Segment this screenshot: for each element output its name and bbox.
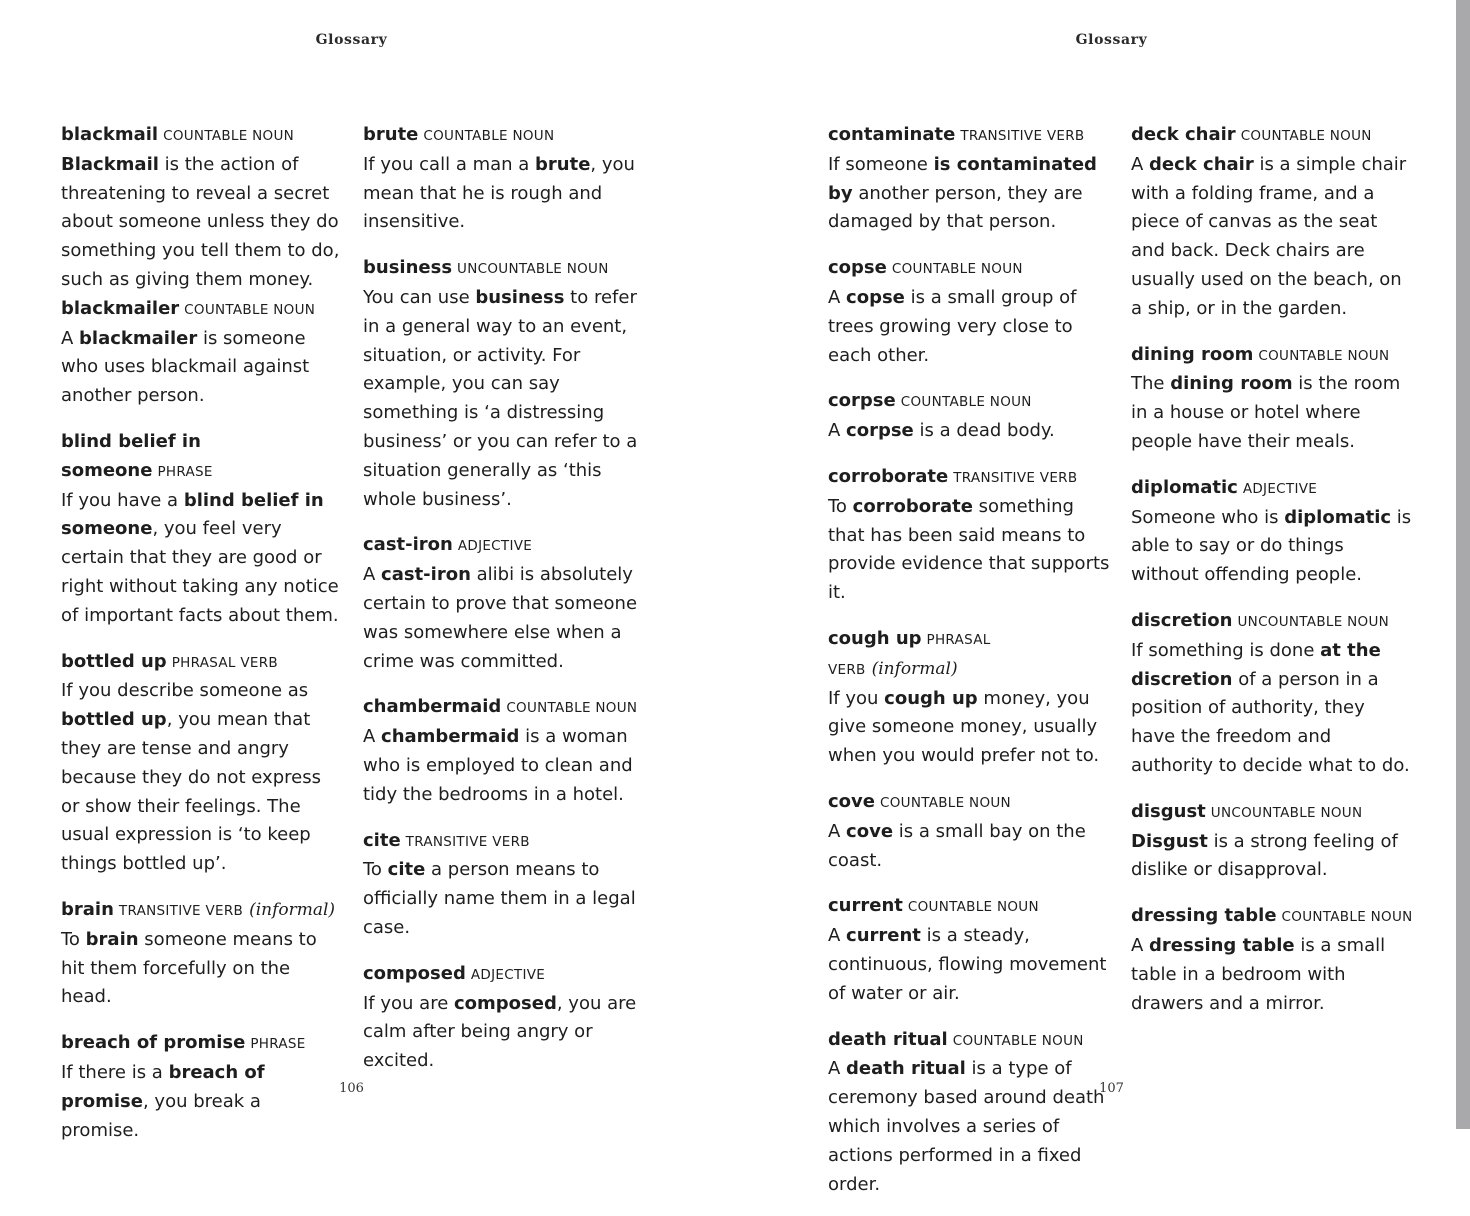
definition-term: cove	[846, 820, 894, 842]
part-of-speech: COUNTABLE NOUN	[907, 899, 1039, 916]
definition	[1131, 828, 1413, 886]
headword: brain	[61, 898, 114, 920]
definition-text: If you	[828, 687, 885, 709]
part-of-speech: COUNTABLE NOUN	[1281, 909, 1413, 926]
part-of-speech: TRANSITIVE VERB	[118, 902, 244, 919]
part-of-speech: TRANSITIVE VERB	[960, 128, 1085, 144]
part-of-speech: COUNTABLE NOUN	[891, 261, 1023, 278]
definition	[828, 493, 1110, 608]
entry-heading	[61, 648, 343, 678]
definition-text: , you feel very certain that they are good or right without taking any notice of important facts about them.	[61, 518, 339, 626]
glossary-entry	[61, 295, 343, 411]
definition	[363, 561, 645, 676]
part-of-speech: COUNTABLE NOUN	[1240, 128, 1372, 144]
headword: deck chair	[1131, 124, 1236, 145]
headword: blind belief in someone	[61, 430, 201, 481]
definition-text: The	[1131, 373, 1171, 395]
glossary-entry	[828, 121, 1110, 237]
part-of-speech: ADJECTIVE	[457, 538, 533, 555]
definition	[363, 284, 645, 514]
definition-text: A	[828, 1058, 847, 1080]
entry-heading	[828, 387, 1110, 417]
glossary-column	[828, 121, 1110, 1216]
definition-term: Disgust	[1131, 830, 1208, 852]
definition-text: If you are	[363, 992, 454, 1014]
headword: brute	[363, 124, 419, 145]
definition	[61, 151, 343, 295]
glossary-entry	[828, 788, 1110, 875]
definition	[61, 677, 343, 879]
definition	[61, 487, 343, 631]
definition	[363, 856, 645, 942]
glossary-column	[61, 121, 343, 1162]
glossary-entry	[363, 827, 645, 943]
definition-text: is a type of ceremony based around death which involves a series of actions performed in a fixed order.	[828, 1058, 1105, 1195]
definition-text: is a small group of trees growing very close to each other.	[828, 286, 1077, 366]
definition-text: A	[828, 820, 847, 842]
headword: business	[363, 257, 453, 279]
headword: disgust	[1131, 800, 1206, 822]
headword: current	[828, 895, 903, 917]
definition-text: If there is a	[61, 1061, 169, 1083]
definition-text: is someone who uses blackmail against another person.	[61, 327, 310, 407]
definition-term: cast-iron	[381, 564, 471, 586]
definition-text: Someone who is	[1131, 506, 1285, 528]
glossary-column	[1131, 121, 1413, 1035]
definition-term: at the discretion	[1131, 639, 1381, 690]
glossary-entry	[61, 896, 343, 1012]
entry-heading	[1131, 902, 1413, 932]
headword: diplomatic	[1131, 476, 1238, 498]
definition-term: deck chair	[1149, 153, 1254, 175]
entry-heading	[1131, 798, 1413, 828]
part-of-speech: TRANSITIVE VERB	[405, 833, 530, 850]
entry-heading	[61, 121, 343, 151]
definition	[1131, 370, 1413, 456]
part-of-speech: COUNTABLE NOUN	[952, 1032, 1084, 1049]
glossary-entry	[828, 254, 1110, 370]
definition-text: A	[61, 327, 80, 349]
definition-term: blind belief in someone	[61, 489, 324, 540]
definition-text: something that has been said means to provide evidence that supports it.	[828, 495, 1110, 604]
definition-text: someone means to hit them forcefully on the head.	[61, 928, 317, 1008]
headword: death ritual	[828, 1028, 948, 1050]
entry-heading	[1131, 607, 1413, 637]
part-of-speech: PHRASAL VERB	[171, 654, 278, 671]
definition-text: To	[363, 859, 388, 881]
entry-heading	[363, 121, 645, 151]
definition-text: is able to say or do things without offending people.	[1131, 506, 1412, 586]
definition-term: composed	[454, 992, 557, 1014]
definition	[828, 818, 1110, 876]
definition-term: breach of promise	[61, 1061, 265, 1112]
glossary-entry	[1131, 798, 1413, 885]
definition-text: is the action of threatening to reveal a secret about someone unless they do something you tell them to do, such as giving them money.	[61, 153, 340, 290]
headword: cough up	[828, 627, 922, 649]
headword: chambermaid	[363, 696, 502, 718]
entry-heading	[363, 693, 645, 723]
headword: dining room	[1131, 343, 1254, 365]
usage-note: (informal)	[871, 658, 958, 679]
definition-text: A	[828, 286, 847, 308]
entry-heading	[828, 1026, 1110, 1056]
headword: cove	[828, 790, 875, 812]
entry-heading	[828, 463, 1110, 493]
glossary-entry	[828, 1026, 1110, 1200]
definition-text: , you are calm after being angry or excited.	[363, 992, 637, 1072]
definition-term: bottled up	[61, 709, 167, 731]
definition-text: To	[828, 495, 853, 517]
definition-text: alibi is absolutely certain to prove that someone was somewhere else when a crime was committed.	[363, 564, 638, 672]
definition	[828, 685, 1110, 771]
headword: contaminate	[828, 124, 956, 145]
definition-text: If you call a man a	[363, 153, 536, 175]
headword: corroborate	[828, 465, 949, 487]
definition	[828, 1055, 1110, 1199]
running-head: Glossary	[315, 32, 388, 48]
definition-text: is a small table in a bedroom with drawers and a mirror.	[1131, 934, 1386, 1014]
definition-term: cough up	[884, 687, 978, 709]
entry-heading	[1131, 474, 1413, 504]
part-of-speech: COUNTABLE NOUN	[506, 700, 638, 717]
definition	[363, 151, 645, 237]
headword: blackmail	[61, 124, 159, 145]
part-of-speech: UNCOUNTABLE NOUN	[1237, 613, 1390, 630]
definition-text: , you mean that he is rough and insensitive.	[363, 153, 635, 233]
entry-heading	[1131, 341, 1413, 371]
right-page	[735, 0, 1456, 1195]
glossary-entry	[363, 121, 645, 237]
glossary-entry	[828, 463, 1110, 608]
definition-text: A	[1131, 934, 1150, 956]
definition-term: Blackmail	[61, 153, 159, 175]
definition-text: If you have a	[61, 489, 184, 511]
part-of-speech: PHRASE	[250, 1036, 306, 1053]
definition-text: is a steady, continuous, flowing movement of water or air.	[828, 925, 1107, 1004]
page-number: 106	[339, 1081, 364, 1096]
definition-text: A	[363, 564, 382, 586]
definition-text: A	[1131, 153, 1150, 175]
definition	[1131, 637, 1413, 781]
part-of-speech: COUNTABLE NOUN	[900, 394, 1032, 411]
definition-term: corroborate	[852, 495, 973, 517]
definition-text: is a strong feeling of dislike or disapproval.	[1131, 830, 1398, 881]
part-of-speech: COUNTABLE NOUN	[879, 794, 1011, 811]
definition	[828, 151, 1110, 237]
definition-term: chambermaid	[381, 726, 520, 748]
part-of-speech: COUNTABLE NOUN	[163, 128, 295, 144]
book-spine-edge	[1456, 0, 1470, 1129]
definition-text: , you mean that they are tense and angry because they do not express or show their feelings. The usual expression is ‘to keep things bottled up’.	[61, 709, 321, 875]
definition	[61, 325, 343, 411]
definition-text: is the room in a house or hotel where people have their meals.	[1131, 373, 1401, 452]
entry-heading	[828, 892, 1110, 922]
glossary-entry	[363, 693, 645, 809]
entry-heading	[61, 1029, 343, 1059]
definition-term: death ritual	[846, 1058, 966, 1080]
definition-text: If someone	[828, 153, 934, 175]
part-of-speech: UNCOUNTABLE NOUN	[457, 261, 609, 278]
part-of-speech: TRANSITIVE VERB	[953, 469, 1078, 486]
glossary-entry	[1131, 121, 1413, 324]
entry-heading	[61, 428, 343, 487]
definition-term: dining room	[1170, 373, 1293, 395]
entry-heading	[363, 960, 645, 990]
definition-text: A	[828, 420, 847, 442]
entry-heading	[828, 788, 1110, 818]
entry-heading	[363, 254, 645, 284]
definition-text: You can use	[363, 286, 476, 308]
definition-term: diplomatic	[1284, 506, 1392, 528]
definition-term: business	[475, 286, 565, 308]
glossary-entry	[1131, 607, 1413, 781]
headword: corpse	[828, 390, 896, 412]
glossary-entry	[1131, 341, 1413, 457]
definition	[828, 417, 1110, 446]
entry-heading	[1131, 121, 1413, 151]
definition-text: , you break a promise.	[61, 1090, 261, 1141]
part-of-speech: PHRASE	[157, 463, 213, 480]
entry-heading	[828, 254, 1110, 284]
definition-term: corpse	[846, 420, 914, 442]
entry-heading	[363, 531, 645, 561]
glossary-entry	[61, 428, 343, 631]
glossary-column	[363, 121, 645, 1093]
glossary-entry	[1131, 902, 1413, 1018]
glossary-entry	[828, 892, 1110, 1008]
glossary-entry	[363, 960, 645, 1076]
headword: bottled up	[61, 650, 167, 672]
definition	[1131, 504, 1413, 590]
definition	[1131, 932, 1413, 1018]
definition-term: brain	[85, 928, 139, 950]
glossary-entry	[363, 531, 645, 676]
headword: breach of promise	[61, 1032, 246, 1054]
definition-text: To	[61, 928, 86, 950]
part-of-speech: COUNTABLE NOUN	[423, 128, 555, 144]
definition-term: dressing table	[1149, 934, 1295, 956]
headword: copse	[828, 257, 887, 279]
definition-text: A	[828, 925, 847, 947]
entry-heading	[828, 121, 1110, 151]
entry-heading	[61, 295, 343, 325]
part-of-speech: COUNTABLE NOUN	[184, 301, 316, 318]
definition-term: current	[846, 925, 921, 947]
headword: composed	[363, 962, 466, 984]
glossary-entry	[828, 625, 1110, 771]
definition-term: is contaminated by	[828, 153, 1097, 204]
definition-text: to refer in a general way to an event, situation, or activity. For example, you can say something is ‘a distressing business’ or you can refer to a situation generally as ‘this whole business’.	[363, 286, 638, 510]
definition-term: cite	[387, 859, 426, 881]
definition	[828, 922, 1110, 1008]
part-of-speech: UNCOUNTABLE NOUN	[1210, 804, 1363, 821]
definition-term: copse	[846, 286, 905, 308]
definition-text: another person, they are damaged by that person.	[828, 182, 1083, 233]
usage-note: (informal)	[249, 899, 336, 920]
headword: cast-iron	[363, 534, 453, 556]
glossary-entry	[61, 648, 343, 879]
definition-text: is a dead body.	[913, 420, 1055, 442]
glossary-entry	[1131, 474, 1413, 590]
left-page	[0, 0, 735, 1141]
definition	[828, 284, 1110, 370]
definition-text: A	[363, 726, 382, 748]
part-of-speech: ADJECTIVE	[470, 966, 546, 983]
headword: cite	[363, 829, 401, 851]
part-of-speech: COUNTABLE NOUN	[1258, 347, 1390, 364]
entry-heading	[61, 896, 343, 926]
definition-text: is a simple chair with a folding frame, and a piece of canvas as the seat and back. Deck chairs are usually used on the beach, on a ship, or in the garden.	[1131, 153, 1407, 319]
entry-heading	[828, 625, 1110, 685]
definition	[1131, 151, 1413, 324]
glossary-entry	[61, 121, 343, 295]
definition-text: a person means to officially name them in a legal case.	[363, 859, 636, 938]
definition	[61, 1059, 343, 1145]
running-head: Glossary	[1075, 32, 1148, 48]
definition	[363, 990, 645, 1076]
glossary-entry	[828, 387, 1110, 446]
headword: discretion	[1131, 609, 1233, 631]
definition-text: If something is done	[1131, 639, 1321, 661]
headword: blackmailer	[61, 297, 180, 319]
part-of-speech: ADJECTIVE	[1242, 480, 1318, 497]
definition-text: If you describe someone as	[61, 680, 309, 702]
page-number: 107	[1099, 1081, 1124, 1096]
definition-term: brute	[535, 153, 591, 175]
definition-text: money, you give someone money, usually when you would prefer not to.	[828, 687, 1100, 767]
glossary-entry	[363, 254, 645, 514]
definition-text: is a small bay on the coast.	[828, 820, 1086, 871]
definition	[61, 926, 343, 1012]
part-of-speech: PHRASAL VERB	[828, 631, 991, 678]
headword: dressing table	[1131, 905, 1277, 927]
definition-text: is a woman who is employed to clean and tidy the bedrooms in a hotel.	[363, 726, 633, 805]
definition-term: blackmailer	[79, 327, 198, 349]
entry-heading	[363, 827, 645, 857]
definition-text: of a person in a position of authority, they have the freedom and authority to decide what to do.	[1131, 668, 1410, 776]
definition	[363, 723, 645, 809]
